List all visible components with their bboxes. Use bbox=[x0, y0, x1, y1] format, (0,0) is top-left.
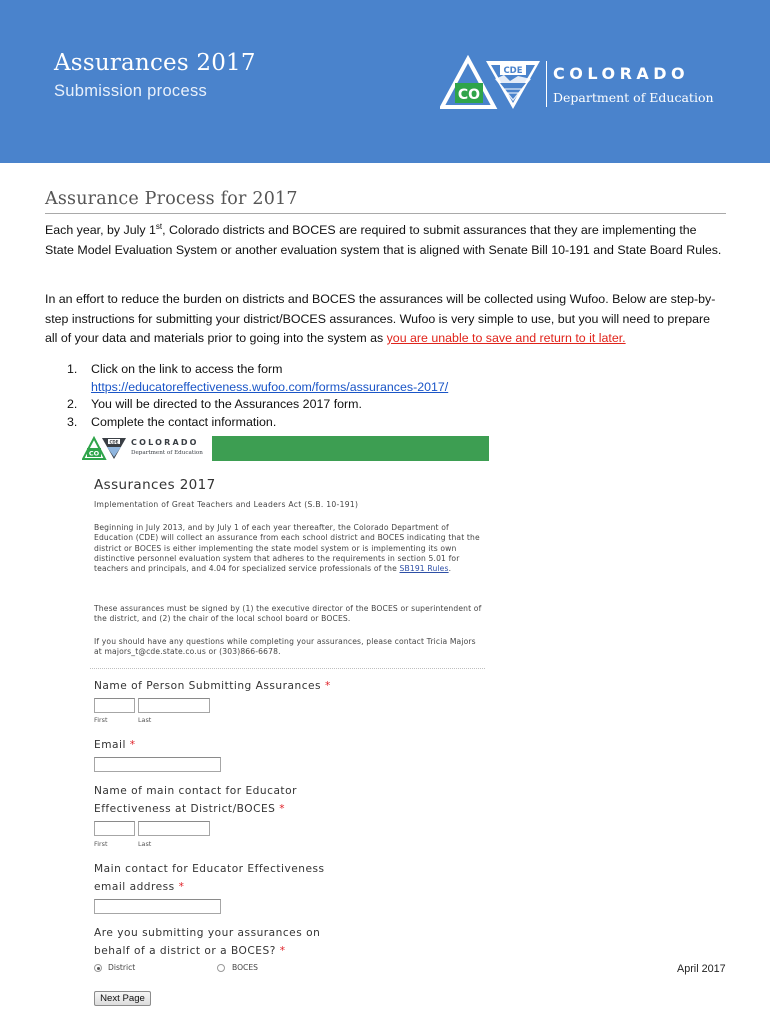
email-input[interactable] bbox=[94, 757, 221, 772]
form-signature-note: These assurances must be signed by (1) the executive director of the BOCES or superintendent of the district, and (2) the chair of the local school board or BOCES. bbox=[94, 604, 482, 624]
logo-department-name: Department of Education bbox=[553, 90, 714, 105]
form-link[interactable]: https://educatoreffectiveness.wufoo.com/forms/assurances-2017/ bbox=[91, 379, 449, 394]
submitting-for-label: Are you submitting your assurances on behalf of a district or a BOCES? * bbox=[94, 927, 321, 957]
page-subtitle: Submission process bbox=[54, 82, 208, 100]
submitter-last-name-input[interactable] bbox=[138, 698, 210, 713]
contact-email-input[interactable] bbox=[94, 899, 221, 914]
cde-logo bbox=[440, 55, 730, 115]
form-title: Assurances 2017 bbox=[94, 477, 216, 493]
last-caption: Last bbox=[138, 716, 152, 724]
form-contact-note: If you should have any questions while completing your assurances, please contact Tricia Majors at majors_t@cde.state.co.us or (303)866-6678. bbox=[94, 637, 476, 657]
district-radio[interactable] bbox=[94, 964, 102, 972]
email-label: Email * bbox=[94, 739, 136, 751]
svg-text:CDE: CDE bbox=[109, 439, 119, 445]
boces-radio[interactable] bbox=[217, 964, 225, 972]
submitter-first-name-input[interactable] bbox=[94, 698, 135, 713]
svg-text:CO: CO bbox=[88, 449, 100, 458]
logo-divider bbox=[546, 61, 547, 107]
cde-mountain-logo-icon bbox=[82, 436, 130, 461]
step-item: 2. You will be directed to the Assurances 2017 form. bbox=[67, 397, 362, 411]
save-warning-text: you are unable to save and return to it later. bbox=[386, 331, 626, 345]
form-logo-state: COLORADO bbox=[131, 438, 199, 447]
step-item: 1. Click on the link to access the form https://educatoreffectiveness.wufoo.com/forms/assurances-2017/ bbox=[67, 362, 449, 394]
form-subtitle: Implementation of Great Teachers and Leaders Act (S.B. 10-191) bbox=[94, 500, 359, 509]
district-radio-label: District bbox=[108, 963, 136, 972]
first-caption: First bbox=[94, 840, 108, 848]
heading-rule bbox=[45, 213, 726, 214]
header-banner bbox=[0, 0, 770, 163]
page-title: Assurances 2017 bbox=[54, 50, 256, 76]
form-divider bbox=[90, 668, 485, 669]
svg-text:CO: CO bbox=[457, 87, 481, 103]
section-heading: Assurance Process for 2017 bbox=[45, 189, 298, 209]
logo-state-name: COLORADO bbox=[553, 64, 690, 83]
sb191-rules-link[interactable]: SB191 Rules bbox=[399, 564, 449, 574]
next-page-button[interactable]: Next Page bbox=[94, 991, 151, 1006]
contact-email-label: Main contact for Educator Effectiveness email address * bbox=[94, 863, 325, 893]
intro-paragraph: Each year, by July 1st, Colorado districts and BOCES are required to submit assurances that they are implementing the State Model Evaluation System or another evaluation system that is aligned with Senate Bill 10-191 and State Board Rules. bbox=[45, 221, 722, 257]
submitter-name-label: Name of Person Submitting Assurances * bbox=[94, 680, 331, 692]
contact-first-name-input[interactable] bbox=[94, 821, 135, 836]
last-caption: Last bbox=[138, 840, 152, 848]
contact-last-name-input[interactable] bbox=[138, 821, 210, 836]
cde-mountain-logo-icon bbox=[440, 55, 546, 115]
step-item: 3. Complete the contact information. bbox=[67, 414, 277, 429]
boces-radio-label: BOCES bbox=[232, 963, 258, 972]
instructions-paragraph: In an effort to reduce the burden on districts and BOCES the assurances will be collected using Wufoo. Below are step-by-step instructions for submitting your district/BOCES assurances. Wufoo is very simple to use, but you will need to prepare all of your data and materials prior to going into the system as you are unable to save and return to it later. bbox=[45, 292, 716, 345]
form-cde-logo bbox=[82, 436, 212, 461]
form-logo-department: Department of Education bbox=[131, 450, 203, 456]
contact-name-label: Name of main contact for Educator Effectiveness at District/BOCES * bbox=[94, 785, 297, 815]
form-description: Beginning in July 2013, and by July 1 of each year thereafter, the Colorado Department of Education (CDE) will collect an assurance from each school district and BOCES indicating that the district or BOCES is either implementing the state model system or is implementing its own distinctive personnel evaluation system that adheres to the requirements in section 5.01 for teachers and principals, and 4.04 for specialized service professionals of the SB191 Rules. bbox=[94, 523, 480, 574]
steps-list bbox=[67, 361, 707, 431]
first-caption: First bbox=[94, 716, 108, 724]
svg-text:CDE: CDE bbox=[503, 66, 523, 76]
footer-date: April 2017 bbox=[677, 963, 726, 975]
